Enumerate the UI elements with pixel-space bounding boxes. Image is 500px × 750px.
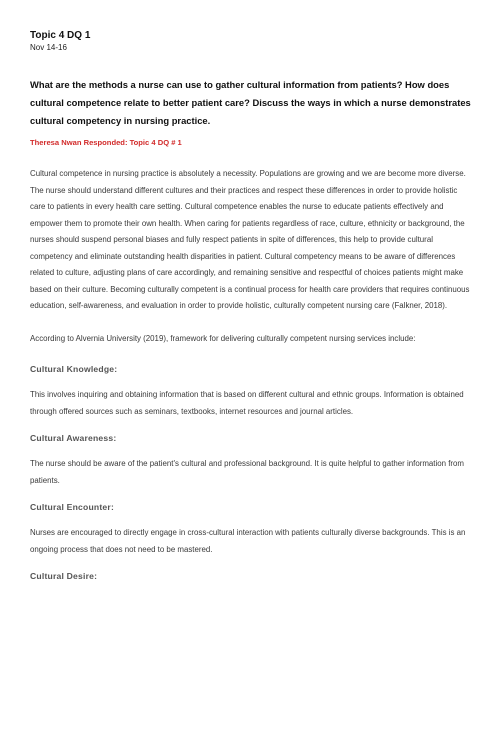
section-heading-cultural-awareness: Cultural Awareness: — [30, 433, 117, 443]
section-text-cultural-knowledge: This involves inquiring and obtaining information that is based on different cultural and ethnic groups. Information is obtained through offered sources such as seminars, textbooks, internet resources and journal articles. — [30, 390, 464, 416]
section-text-cultural-encounter: Nurses are encouraged to directly engage in cross-cultural interaction with patients culturally diverse backgrounds. This is an ongoing process that does not need to be mastered. — [30, 528, 466, 554]
main-paragraph: Cultural competence in nursing practice is absolutely a necessity. Populations are growing and we are become more diverse. The nurse should understand different cultures and their practices and respect these differences in order to provide holistic care to patients in every health care setting. Cultural competence enables the nurse to educate patients effectively and empower them to promote their own health. When caring for patients regardless of race, culture, ethnicity or background, the nurses should suspend personal biases and fully respect patients in spite of differences, this help to provide cultural competency and eliminate outstanding health disparities in patient. Cultural competency means to be aware of differences related to culture, adjusting plans of care accordingly, and remaining sensitive and respectful of choices patients might make based on their culture. Becoming culturally competent is a continual process for health care providers that requires continuous education, self-awareness, and evaluation in order to provide holistic, culturally competent nursing care (Falkner, 2018). — [30, 169, 470, 310]
intro-paragraph: According to Alvernia University (2019), framework for delivering culturally competent nursing services include: — [30, 333, 416, 343]
responder-line: Theresa Nwan Responded: Topic 4 DQ # 1 — [30, 138, 182, 147]
document-page — [30, 30, 472, 582]
section-heading-cultural-desire: Cultural Desire: — [30, 571, 98, 581]
document-title: Topic 4 DQ 1 — [30, 30, 91, 41]
section-text-cultural-awareness: The nurse should be aware of the patient's cultural and professional background. It is quite helpful to gather information from patients. — [30, 459, 464, 485]
discussion-question: What are the methods a nurse can use to gather cultural information from patients? How does cultural competence relate to better patient care? Discuss the ways in which a nurse demonstrates cultural competency in nursing practice. — [30, 79, 471, 126]
document-date: Nov 14-16 — [30, 43, 67, 52]
section-heading-cultural-knowledge: Cultural Knowledge: — [30, 364, 118, 374]
section-heading-cultural-encounter: Cultural Encounter: — [30, 502, 115, 512]
